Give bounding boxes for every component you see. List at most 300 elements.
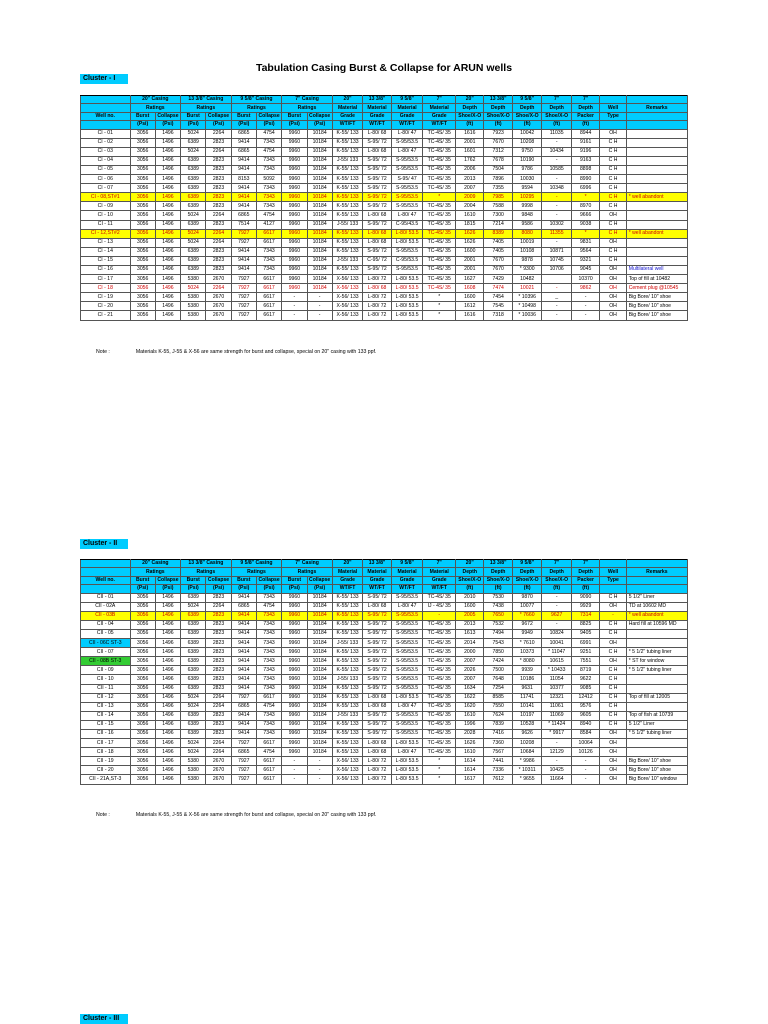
table-cell: 2823 [206, 138, 231, 147]
table-cell: 7405 [484, 247, 512, 256]
table-cell: 9960 [282, 739, 307, 748]
table-cell: 7612 [484, 775, 512, 784]
table-cell: * [423, 193, 456, 202]
table-cell: 3056 [130, 220, 155, 229]
table-cell: * 9917 [542, 729, 572, 738]
header-sub-cell: Depth [456, 568, 484, 576]
table-cell: 7896 [484, 175, 512, 184]
well-number: CI - 15 [81, 256, 131, 265]
table-cell: 10184 [307, 684, 332, 693]
header-cell: (Psi) [231, 585, 256, 593]
table-cell: 7343 [256, 202, 281, 211]
table-cell: OH [600, 293, 626, 302]
table-row [81, 138, 688, 147]
remarks-cell: Cement plug @10545 [626, 284, 687, 293]
table-cell: OH [600, 657, 626, 666]
table-cell: 7343 [256, 629, 281, 638]
header-cell: Grade [391, 576, 423, 584]
table-cell: 7343 [256, 247, 281, 256]
table-cell: 3056 [130, 165, 155, 174]
header-sub-cell: Material [391, 104, 423, 112]
table-cell: - [282, 775, 307, 784]
table-cell: TC-4S/ 35 [423, 138, 456, 147]
table-cell: 9960 [282, 711, 307, 720]
table-cell: 7927 [231, 302, 256, 311]
table-cell: 9939 [512, 666, 542, 675]
table-cell: OH [600, 775, 626, 784]
header-group-cell [81, 560, 131, 568]
header-group-cell: 7" [571, 96, 599, 104]
remarks-cell [626, 684, 687, 693]
note-text: Materials K-55, J-55 & X-56 are same strength for burst and collapse, special on 20" casing with 133 ppf. [135, 349, 377, 355]
remarks-cell [626, 156, 687, 165]
table-cell: 6389 [181, 247, 206, 256]
table-cell: J-55/ 133 [332, 711, 363, 720]
table-cell: - [307, 766, 332, 775]
table-cell: 1496 [155, 593, 180, 602]
table-cell: - [307, 302, 332, 311]
table-cell: 7360 [484, 739, 512, 748]
table-cell: 8584 [571, 729, 599, 738]
table-cell: TC-4S/ 35 [423, 184, 456, 193]
table-cell: 1496 [155, 165, 180, 174]
remarks-cell: Multilateral well [626, 265, 687, 274]
well-number: CII - 07 [81, 648, 131, 657]
table-cell: 3056 [130, 684, 155, 693]
table-cell: 9929 [571, 602, 599, 611]
table-row [81, 175, 688, 184]
table-cell: 2264 [206, 602, 231, 611]
table-cell: 7624 [484, 711, 512, 720]
header-cell [81, 121, 131, 129]
table-cell: C H [600, 693, 626, 702]
table-cell: 1496 [155, 648, 180, 657]
table-cell: * 9300 [512, 265, 542, 274]
table-cell: 9622 [571, 675, 599, 684]
table-cell: 10370 [571, 275, 599, 284]
table-cell: 4754 [256, 211, 281, 220]
cluster-1-note [96, 349, 376, 355]
table-cell: 10190 [512, 156, 542, 165]
table-cell: 10184 [307, 693, 332, 702]
header-group-cell: 13 3/8" Casing [181, 96, 232, 104]
table-cell: OH [600, 302, 626, 311]
table-cell: S-95/53.5 [391, 611, 423, 620]
table-cell: 7550 [484, 702, 512, 711]
table-cell: 3056 [130, 675, 155, 684]
table-cell: 2823 [206, 675, 231, 684]
table-cell: C H [600, 202, 626, 211]
table-cell: 9960 [282, 629, 307, 638]
table-cell: 3056 [130, 202, 155, 211]
header-group-cell: 9 5/8" [512, 560, 542, 568]
table-cell: - [571, 311, 599, 320]
table-cell: 2823 [206, 729, 231, 738]
remarks-cell [626, 629, 687, 638]
table-cell: 10615 [542, 657, 572, 666]
table-cell: K-55/ 133 [332, 684, 363, 693]
table-cell: 7670 [484, 265, 512, 274]
table-cell: 8825 [571, 620, 599, 629]
table-cell: X-56/ 133 [332, 284, 363, 293]
header-group-cell: 9 5/8" [391, 96, 423, 104]
well-number: CII - 04 [81, 620, 131, 629]
table-cell: 3056 [130, 265, 155, 274]
table-cell: 2670 [206, 757, 231, 766]
header-cell [600, 121, 626, 129]
table-cell: L-80/ 72 [363, 311, 391, 320]
table-cell: TC-4S/ 35 [423, 639, 456, 648]
table-cell: K-55/ 133 [332, 693, 363, 702]
table-cell: L-80/ 68 [363, 147, 391, 156]
table-cell: 7314 [571, 611, 599, 620]
remarks-cell [626, 147, 687, 156]
table-cell: 7343 [256, 657, 281, 666]
table-cell: L-80/ 47 [391, 211, 423, 220]
table-cell: 9594 [512, 184, 542, 193]
table-cell: 1610 [456, 211, 484, 220]
table-cell: C H [600, 648, 626, 657]
table-cell: 7343 [256, 611, 281, 620]
table-cell: 2823 [206, 648, 231, 657]
table-cell: 10184 [307, 620, 332, 629]
table-cell: 2823 [206, 165, 231, 174]
table-row [81, 211, 688, 220]
table-cell: 6389 [181, 184, 206, 193]
table-cell: OH [600, 602, 626, 611]
header-cell: WT/FT [391, 121, 423, 129]
table-cell: C H [600, 702, 626, 711]
table-cell: L-80/ 68 [363, 748, 391, 757]
table-cell: K-55/ 133 [332, 211, 363, 220]
table-cell: J-55/ 133 [332, 639, 363, 648]
remarks-cell: Big Bore/ 10" shoe [626, 302, 687, 311]
table-cell: 7438 [484, 602, 512, 611]
table-cell: L-80/ 53.5 [391, 229, 423, 238]
table-cell: - [571, 293, 599, 302]
table-cell: 10184 [307, 202, 332, 211]
table-cell: 7500 [484, 666, 512, 675]
table-cell: L-80/ 68 [363, 284, 391, 293]
table-cell: 9414 [231, 720, 256, 729]
table-cell: * 10036 [512, 311, 542, 320]
header-cell: Burst [181, 576, 206, 584]
table-cell: K-55/ 133 [332, 138, 363, 147]
header-cell: WT/FT [363, 121, 391, 129]
table-cell: 3056 [130, 593, 155, 602]
header-cell: (Psi) [206, 585, 231, 593]
table-cell: 1496 [155, 657, 180, 666]
table-cell: TC-4S/ 35 [423, 666, 456, 675]
table-cell: 2670 [206, 766, 231, 775]
table-cell: 6389 [181, 666, 206, 675]
header-cell [600, 585, 626, 593]
table-cell: 1626 [456, 238, 484, 247]
table-cell: 1496 [155, 675, 180, 684]
table-cell: 5024 [181, 147, 206, 156]
table-cell: 7927 [231, 293, 256, 302]
table-cell: 2010 [456, 593, 484, 602]
remarks-cell [626, 238, 687, 247]
table-cell: 2823 [206, 247, 231, 256]
table-cell: 7588 [484, 202, 512, 211]
table-cell: - [542, 193, 572, 202]
header-cell: (Psi) [282, 585, 307, 593]
table-cell: L-80/ 68 [363, 693, 391, 702]
table-cell: 7927 [231, 311, 256, 320]
table-cell: 1496 [155, 138, 180, 147]
header-group-cell: 7" Casing [282, 560, 333, 568]
table-cell: TC-4S/ 35 [423, 648, 456, 657]
table-cell: L-80/ 68 [363, 129, 391, 138]
header-group-cell: 7" [542, 560, 572, 568]
table-cell: S-95/ 72 [363, 184, 391, 193]
table-cell: S-95/53.5 [391, 184, 423, 193]
table-cell: 8389 [484, 229, 512, 238]
header-cell: Burst [282, 112, 307, 120]
remarks-cell: Hard fill at 10596 MD [626, 620, 687, 629]
table-cell: 2823 [206, 193, 231, 202]
table-cell: 3056 [130, 302, 155, 311]
table-cell: J-55/ 133 [332, 220, 363, 229]
table-cell: 9414 [231, 629, 256, 638]
table-cell: K-55/ 133 [332, 229, 363, 238]
table-row [81, 711, 688, 720]
table-cell: 3056 [130, 175, 155, 184]
table-cell: 7318 [484, 311, 512, 320]
table-cell: TC-4S/ 35 [423, 593, 456, 602]
table-cell: TC-4S/ 35 [423, 284, 456, 293]
table-cell: 7927 [231, 739, 256, 748]
table-cell: 9163 [571, 156, 599, 165]
table-cell: 1496 [155, 175, 180, 184]
table-cell: TC-4S/ 35 [423, 275, 456, 284]
table-cell: K-55/ 133 [332, 748, 363, 757]
table-cell: TC-4S/ 35 [423, 165, 456, 174]
table-cell: 1613 [456, 629, 484, 638]
table-cell: 1610 [456, 748, 484, 757]
header-cell: WT/FT [423, 121, 456, 129]
table-cell: 9960 [282, 238, 307, 247]
remarks-cell: * 5 1/2" tubing liner [626, 666, 687, 675]
remarks-cell: Top of fish at 10739 [626, 711, 687, 720]
table-cell: 6617 [256, 739, 281, 748]
table-cell: K-55/ 133 [332, 702, 363, 711]
table-cell: 7355 [484, 184, 512, 193]
table-cell: 9414 [231, 156, 256, 165]
table-cell: 1496 [155, 639, 180, 648]
table-cell: 7839 [484, 720, 512, 729]
table-cell: S-95/ 72 [363, 620, 391, 629]
header-group-cell: 7" Casing [282, 96, 333, 104]
table-cell: L-80/ 72 [363, 302, 391, 311]
table-cell: 2823 [206, 711, 231, 720]
header-group-row [81, 560, 688, 568]
table-cell: L-80/ 68 [363, 238, 391, 247]
table-cell: 4754 [256, 129, 281, 138]
table-cell: 2823 [206, 611, 231, 620]
table-cell: * 7610 [512, 639, 542, 648]
table-cell: 3056 [130, 711, 155, 720]
table-cell: 11069 [542, 711, 572, 720]
table-cell: 7530 [484, 593, 512, 602]
header-unit-row [81, 121, 688, 129]
table-cell: - [282, 302, 307, 311]
table-cell: 9960 [282, 720, 307, 729]
table-cell: - [307, 757, 332, 766]
table-cell: 10108 [512, 247, 542, 256]
table-cell: S-95/ 72 [363, 611, 391, 620]
table-cell: S-95/ 72 [363, 138, 391, 147]
remarks-cell: Top of fill at 10482 [626, 275, 687, 284]
table-cell: TC-4S/ 35 [423, 238, 456, 247]
table-cell: 3056 [130, 238, 155, 247]
table-cell: 3056 [130, 629, 155, 638]
table-cell: 2670 [206, 775, 231, 784]
header-group-cell: 9 5/8" [391, 560, 423, 568]
table-row [81, 629, 688, 638]
header-sub-cell: Ratings [130, 104, 181, 112]
table-cell: S-95/ 72 [363, 629, 391, 638]
table-cell: 1600 [456, 602, 484, 611]
table-cell: - [542, 238, 572, 247]
table-cell: X-56/ 133 [332, 775, 363, 784]
table-cell: S-95/ 72 [363, 202, 391, 211]
header-cell: Shoe/X-O [456, 576, 484, 584]
table-cell: 1496 [155, 693, 180, 702]
table-cell: 7927 [231, 775, 256, 784]
table-cell: S-95/ 72 [363, 593, 391, 602]
header-cell: WT/FT [332, 121, 363, 129]
remarks-cell: Big Bore/ 10" shoe [626, 766, 687, 775]
table-cell: C H [600, 156, 626, 165]
table-cell: C H [600, 593, 626, 602]
table-cell: 7504 [484, 165, 512, 174]
remarks-cell [626, 247, 687, 256]
table-row [81, 247, 688, 256]
header-group-cell: 13 3/8" [363, 560, 391, 568]
table-cell: 9960 [282, 184, 307, 193]
table-cell: 10184 [307, 229, 332, 238]
table-cell: 9998 [512, 202, 542, 211]
table-cell: * [423, 775, 456, 784]
header-cell: (Psi) [206, 121, 231, 129]
table-cell: 7532 [484, 620, 512, 629]
table-cell: * 10498 [512, 302, 542, 311]
table-cell: OH [600, 748, 626, 757]
table-cell: TC-4S/ 35 [423, 175, 456, 184]
header-cell: (ft) [484, 121, 512, 129]
table-cell: L-80/ 72 [363, 293, 391, 302]
table-row [81, 657, 688, 666]
well-number: CI - 13 [81, 238, 131, 247]
table-cell: 3056 [130, 620, 155, 629]
table-cell: 2670 [206, 311, 231, 320]
table-cell: 10184 [307, 639, 332, 648]
table-cell: OH [600, 757, 626, 766]
header-cell: Grade [423, 576, 456, 584]
header-sub-cell: Well [600, 104, 626, 112]
table-cell: 9414 [231, 648, 256, 657]
well-number: CI - 08,ST#1 [81, 193, 131, 202]
table-cell: C H [600, 256, 626, 265]
table-cell: 7567 [484, 748, 512, 757]
table-cell: 2264 [206, 702, 231, 711]
table-cell: 7343 [256, 156, 281, 165]
table-cell: 3056 [130, 138, 155, 147]
table-cell: J-55/ 133 [332, 675, 363, 684]
cluster-1-table [80, 95, 688, 321]
header-cell: Burst [231, 112, 256, 120]
table-cell: 9960 [282, 275, 307, 284]
header-cell: Burst [231, 576, 256, 584]
table-cell: 1616 [456, 129, 484, 138]
table-row [81, 193, 688, 202]
table-cell: 3056 [130, 666, 155, 675]
table-cell: 7927 [231, 229, 256, 238]
table-cell: 10184 [307, 720, 332, 729]
header-group-cell [81, 96, 131, 104]
table-cell: 7343 [256, 639, 281, 648]
header-sub-cell: Material [363, 568, 391, 576]
table-cell: S-95/53.5 [391, 720, 423, 729]
table-cell: 9414 [231, 202, 256, 211]
table-cell: C H [600, 629, 626, 638]
table-cell: 9750 [512, 147, 542, 156]
table-cell: S-95/ 72 [363, 156, 391, 165]
table-cell: 1600 [456, 247, 484, 256]
table-cell: 1496 [155, 275, 180, 284]
header-cell: Well no. [81, 576, 131, 584]
table-cell: L-80/ 72 [363, 775, 391, 784]
table-cell: L-80/ 53.5 [391, 238, 423, 247]
table-cell: 6617 [256, 302, 281, 311]
table-cell: 3056 [130, 229, 155, 238]
table-cell: OH [600, 275, 626, 284]
table-cell: 7545 [484, 302, 512, 311]
table-cell: C H [600, 229, 626, 238]
table-cell: - [282, 757, 307, 766]
table-cell: S-95/ 72 [363, 648, 391, 657]
table-cell: 2264 [206, 147, 231, 156]
table-cell: 10184 [307, 238, 332, 247]
table-cell: K-55/ 133 [332, 247, 363, 256]
page-title: Tabulation Casing Burst & Collapse for ARUN wells [255, 62, 513, 74]
header-cell: Packer [571, 112, 599, 120]
header-group-cell [626, 560, 687, 568]
table-cell: 6617 [256, 284, 281, 293]
table-cell: 10197 [512, 711, 542, 720]
table-cell: 1626 [456, 229, 484, 238]
table-cell: 5380 [181, 302, 206, 311]
header-cell: (Psi) [256, 121, 281, 129]
table-cell: 10434 [542, 147, 572, 156]
table-cell: 10184 [307, 629, 332, 638]
table-cell: 10184 [307, 265, 332, 274]
table-row [81, 739, 688, 748]
table-cell: 7343 [256, 184, 281, 193]
table-cell: * 9655 [512, 775, 542, 784]
note-text: Materials K-55, J-55 & X-56 are same strength for burst and collapse, special on 20" casing with 133 ppf. [135, 812, 377, 818]
table-cell: 8153 [231, 175, 256, 184]
table-cell: 7514 [231, 220, 256, 229]
table-cell: 7850 [484, 648, 512, 657]
table-cell: 2264 [206, 129, 231, 138]
header-cell: Grade [332, 576, 363, 584]
well-number: CII - 17 [81, 739, 131, 748]
remarks-cell: * well abandont [626, 193, 687, 202]
well-number: CI - 18 [81, 284, 131, 293]
